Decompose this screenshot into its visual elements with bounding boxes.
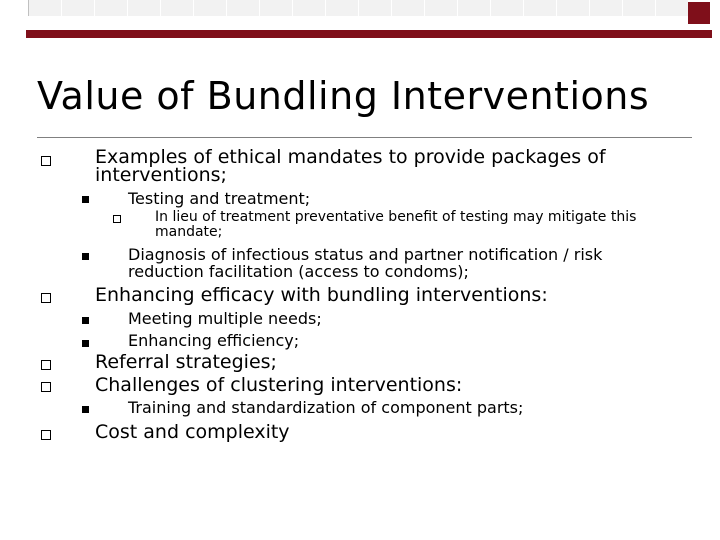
accent-square xyxy=(688,2,710,24)
bullet-text: Cost and complexity xyxy=(95,421,290,443)
bullet-square-icon xyxy=(113,215,121,223)
bullet-text: In lieu of treatment preventative benefit of testing may mitigate this xyxy=(155,209,637,225)
bullet-filled-icon xyxy=(82,317,89,324)
bullet-text: Examples of ethical mandates to provide packages of xyxy=(95,146,606,168)
accent-bar xyxy=(26,30,712,38)
bullet-square-icon xyxy=(41,382,51,392)
bullet-text: Referral strategies; xyxy=(95,351,277,373)
slide-title: Value of Bundling Interventions xyxy=(37,74,650,118)
bullet-filled-icon xyxy=(82,406,89,413)
bullet-square-icon xyxy=(41,360,51,370)
bullet-text: Meeting multiple needs; xyxy=(128,309,322,328)
bullet-filled-icon xyxy=(82,196,89,203)
bullet-text: Testing and treatment; xyxy=(128,189,311,208)
bullet-text: mandate; xyxy=(155,224,223,240)
title-divider xyxy=(37,137,692,138)
bullet-square-icon xyxy=(41,430,51,440)
bullet-square-icon xyxy=(41,156,51,166)
bullet-text: interventions; xyxy=(95,164,227,186)
header-grid-decoration xyxy=(28,0,689,16)
bullet-filled-icon xyxy=(82,340,89,347)
bullet-text: Diagnosis of infectious status and partner notification / risk xyxy=(128,245,603,264)
bullet-text: Challenges of clustering interventions: xyxy=(95,374,463,396)
bullet-text: Enhancing efficiency; xyxy=(128,331,300,350)
bullet-square-icon xyxy=(41,293,51,303)
bullet-text: Enhancing efficacy with bundling interventions: xyxy=(95,284,548,306)
bullet-filled-icon xyxy=(82,253,89,260)
bullet-text: reduction facilitation (access to condoms); xyxy=(128,262,469,281)
bullet-text: Training and standardization of component parts; xyxy=(128,398,524,417)
